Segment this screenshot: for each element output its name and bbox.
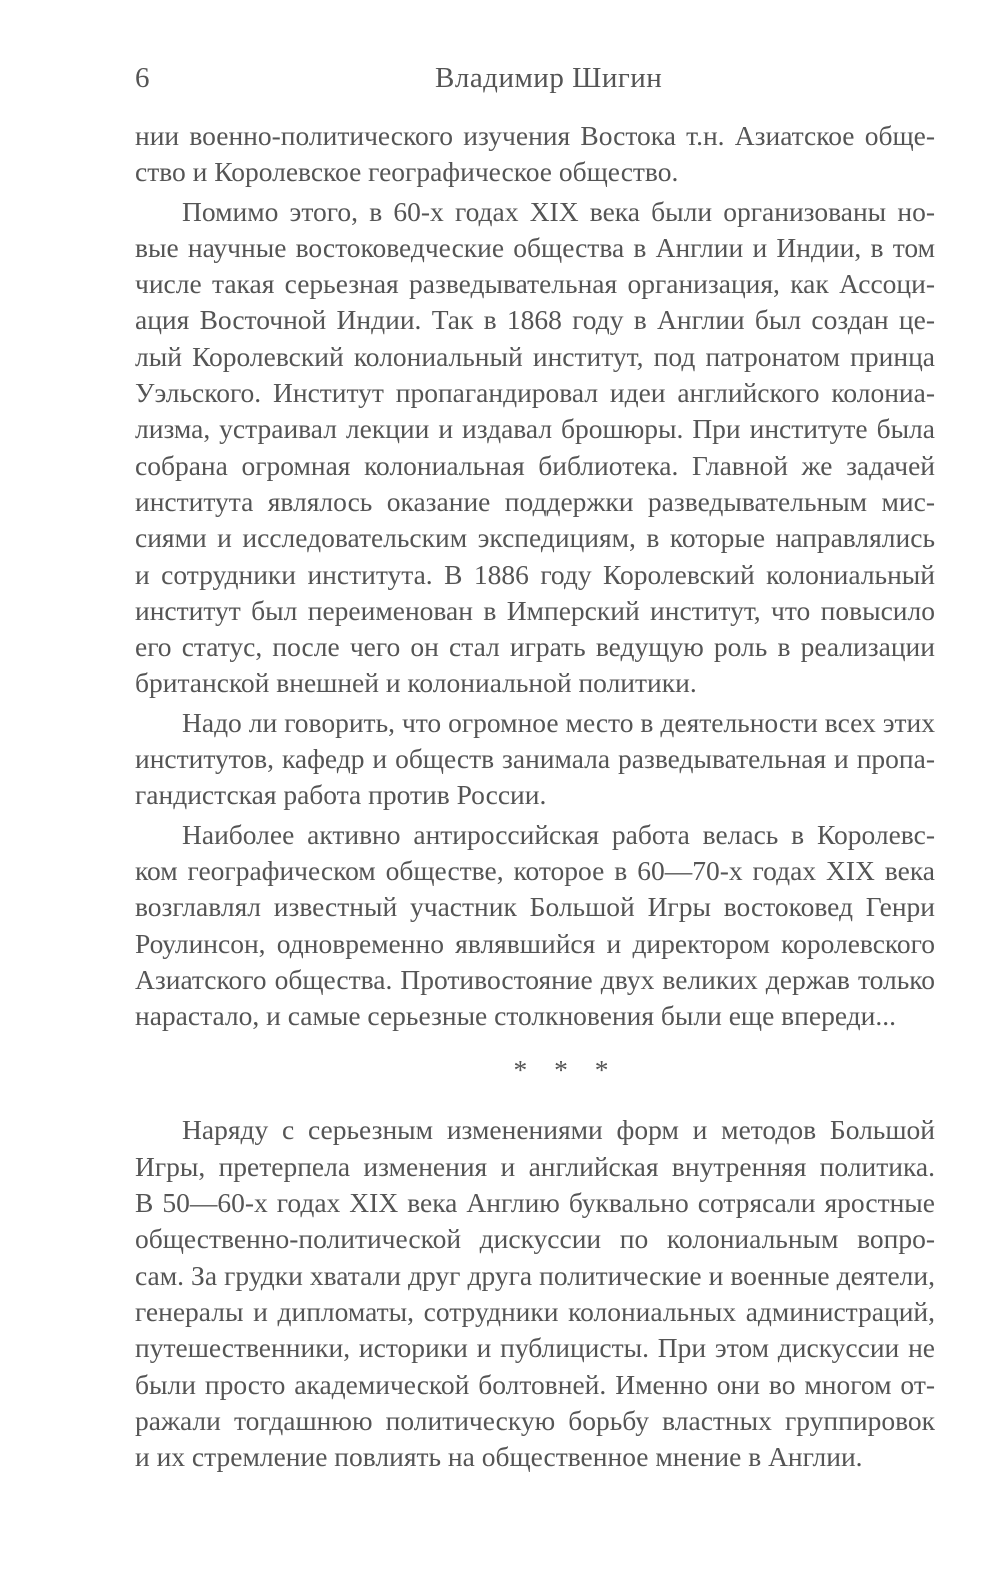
text-line: В 50—60-х годах XIX века Англию буквально сотрясали яростные [135, 1187, 935, 1219]
text-line: собрана огромная колониальная библиотека. Главной же задачей [135, 449, 935, 481]
text-line: институтов, кафедр и обществ занимала разведывательная и пропа- [135, 743, 935, 775]
paragraph [135, 1112, 935, 1475]
text-line: Уэльского. Институт пропагандировал идеи английского колониа- [135, 377, 935, 409]
text-line: Помимо этого, в 60-х годах XIX века были организованы но- [182, 195, 935, 227]
text-line: лый Королевский колониальный институт, под патронатом принца [135, 340, 935, 372]
paragraphs-before-separator [135, 118, 935, 1034]
section-separator: * * * [513, 1054, 619, 1086]
running-title: Владимир Шигин [435, 62, 663, 94]
text-line: возглавлял известный участник Большой Игры востоковед Генри [135, 891, 935, 923]
text-line: генералы и дипломаты, сотрудники колониальных администраций, [135, 1295, 935, 1327]
paragraph [135, 705, 935, 814]
paragraph [135, 118, 935, 191]
text-line: путешественники, историки и публицисты. При этом дискуссии не [135, 1332, 935, 1364]
text-line: были просто академической болтовней. Именно они во многом от- [135, 1368, 935, 1400]
text-line: Роулинсон, одновременно являвшийся и директором королевского [135, 927, 935, 959]
text-line: британской внешней и колониальной политики. [135, 667, 697, 699]
text-line: его статус, после чего он стал играть ведущую роль в реализации [135, 631, 935, 663]
text-line: ком географическом обществе, которое в 60—70-х годах XIX века [135, 854, 935, 886]
text-line: Наряду с серьезным изменениями форм и методов Большой [182, 1114, 935, 1146]
paragraphs-after-separator [135, 1112, 935, 1475]
text-line: сам. За грудки хватали друг друга политические и военные деятели, [135, 1259, 935, 1291]
text-line: ство и Королевское географическое общество. [135, 156, 679, 188]
text-line: Надо ли говорить, что огромное место в деятельности всех этих [182, 706, 935, 738]
paragraph [135, 194, 935, 702]
text-line: Игры, претерпела изменения и английская внутренняя политика. [135, 1150, 935, 1182]
text-line: числе такая серьезная разведывательная организация, как Ассоци- [135, 268, 935, 300]
text-line: лизма, устраивал лекции и издавал брошюры. При институте была [135, 413, 935, 445]
text-line: гандистская работа против России. [135, 779, 547, 811]
text-line: института являлось оказание поддержки разведывательным мис- [135, 485, 935, 517]
text-line: ражали тогдашнюю политическую борьбу властных группировок [135, 1404, 935, 1436]
text-line: сиями и исследовательским экспедициям, в которые направлялись [135, 522, 935, 554]
text-line: ация Восточной Индии. Так в 1868 году в Англии был создан це- [135, 304, 935, 336]
body-text [135, 118, 935, 1478]
text-line: Азиатского общества. Противостояние двух великих держав только [135, 963, 935, 995]
page-header [135, 58, 935, 98]
text-line: и сотрудники института. В 1886 году Королевский колониальный [135, 558, 935, 590]
text-line: Наиболее активно антироссийская работа велась в Королевс- [182, 818, 935, 850]
text-line: нарастало, и самые серьезные столкновения были еще впереди... [135, 1000, 896, 1032]
text-line: общественно-политической дискуссии по колониальным вопро- [135, 1223, 935, 1255]
text-line: и их стремление повлиять на общественное мнение в Англии. [135, 1441, 863, 1473]
text-line: нии военно-политического изучения Востока т.н. Азиатское обще- [135, 120, 935, 151]
text-line: институт был переименован в Имперский институт, что повысило [135, 594, 935, 626]
page-number: 6 [135, 62, 150, 94]
paragraph [135, 817, 935, 1035]
text-line: вые научные востоковедческие общества в Англии и Индии, в том [135, 231, 935, 263]
